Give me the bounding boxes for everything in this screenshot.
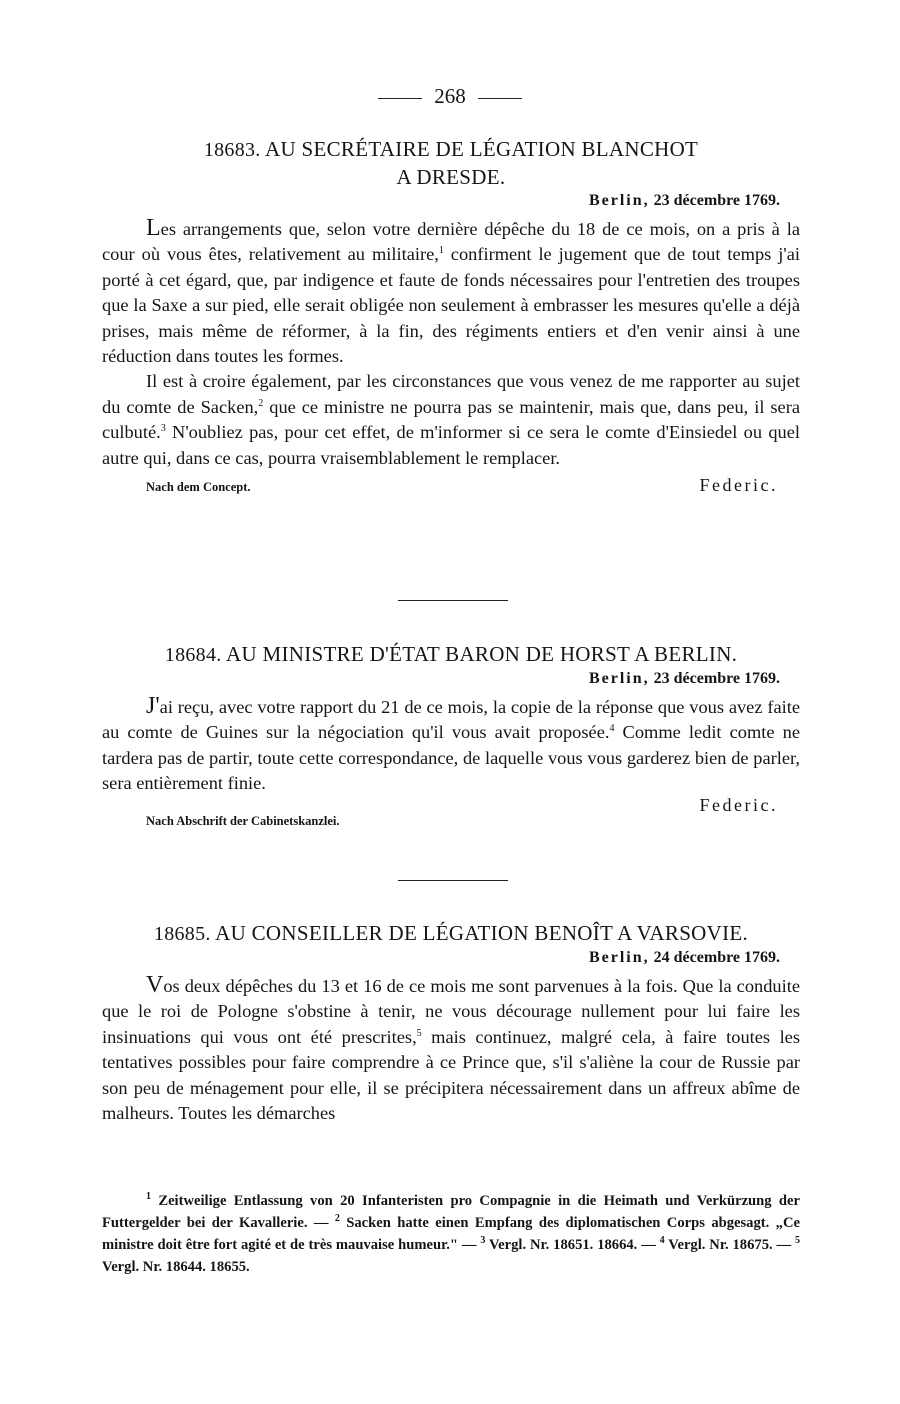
letter-18684	[102, 641, 800, 829]
dateline-city: Berlin,	[588, 670, 650, 687]
paragraph-text: mais continuez, malgré cela, à faire toutes les tentatives possibles pour faire comprendre à ce Prince que, s'il s'aliène la cour de Russie par son peu de ménagement pour elle, il se précipitera nécessairement dans un affreux abîme de malheurs. Toutes les démarches	[102, 1026, 801, 1124]
footnote-text: Sacken hatte einen Empfang des diplomatischen Corps abgesagt. „Ce ministre doit être fort agité et de très mauvaise humeur." —	[102, 1215, 800, 1253]
letter-number: 18684.	[164, 644, 222, 666]
footnote-block	[102, 1190, 800, 1278]
footnote-mark: 2	[334, 1213, 340, 1225]
paragraph-text: N'oubliez pas, pour cet effet, de m'informer si ce sera le comte d'Einsiedel ou quel autre qui, dans ce cas, pourra vraisemblablement le remplacer.	[102, 422, 800, 468]
footnotes	[102, 1190, 800, 1278]
footnote-text: Zeitweilige Entlassung von 20 Infanteristen pro Compagnie in die Heimath und Verkürzung der Futtergelder bei der Kavallerie. —	[102, 1193, 800, 1231]
letter-body	[102, 973, 800, 1126]
paragraph	[102, 973, 800, 1126]
header-rule-right	[478, 98, 522, 99]
footnote-ref: 5	[416, 1027, 422, 1039]
paragraph-text: Il est à croire également, par les circonstances que vous venez de me rapporter au sujet du comte de Sacken,	[102, 371, 800, 417]
letter-recipient: AU SECRÉTAIRE DE LÉGATION BLANCHOT	[265, 137, 699, 161]
running-header	[0, 84, 900, 109]
paragraph-text: confirment le jugement que de tout temps j'ai porté à cet égard, que, par indigence et faute de fonds nécessaires pour l'entretien des troupes que la Saxe a sur pied, elle serait obligée non seulement à embrasser les mesures qu'elle a déjà prises, mais même de réformer, à la fin, des régiments entiers et d'en venir ainsi à une réduction dans toutes les formes.	[102, 244, 800, 367]
letter-18683	[102, 136, 800, 496]
footnote-ref: 4	[609, 723, 615, 735]
letter-body	[102, 216, 800, 471]
letter-closing	[102, 475, 800, 496]
paragraph	[102, 694, 800, 797]
letter-18685	[102, 920, 800, 1126]
footnote-text: Vergl. Nr. 18651. 18664. —	[485, 1237, 660, 1253]
letter-heading	[102, 920, 800, 948]
footnote-mark: 1	[146, 1191, 151, 1203]
paragraph-text: J'ai reçu, avec votre rapport du 21 de ce mois, la copie de la réponse que vous avez faite au comte de Guines sur la négociation qu'il vous avait proposée.	[102, 693, 800, 743]
letter-dateline	[102, 949, 800, 967]
footnote-ref: 3	[160, 423, 166, 435]
header-rule-left	[378, 98, 422, 99]
paragraph-text: Vos deux dépêches du 13 et 16 de ce mois me sont parvenues à la fois. Que la conduite que le roi de Pologne s'obstine à tenir, ne vous décourage nullement pour lui faire les insinuations qui vous ont été prescrites,	[102, 972, 800, 1047]
paragraph-text: Comme ledit comte ne tardera pas de partir, toute cette correspondance, de laquelle vous vous garderez bien de parler, sera entièrement finie.	[102, 722, 800, 794]
letter-number: 18685.	[153, 923, 211, 945]
signature: Federic.	[699, 475, 778, 496]
source-note: Nach dem Concept.	[146, 480, 251, 495]
dateline-date: 23 décembre 1769.	[653, 192, 780, 209]
footnote-mark: 3	[480, 1235, 486, 1247]
footnote-text: Vergl. Nr. 18675. —	[664, 1237, 795, 1253]
page-number: 268	[434, 84, 466, 108]
paragraph-text: Les arrangements que, selon votre dernière dépêche du 18 de ce mois, on a pris à la cour où vous êtes, relativement au militaire,	[102, 215, 800, 265]
source-note: Nach Abschrift der Cabinetskanzlei.	[146, 813, 340, 828]
section-divider	[398, 600, 508, 601]
dateline-date: 23 décembre 1769.	[653, 670, 780, 687]
footnote-text: Vergl. Nr. 18644. 18655.	[102, 1259, 250, 1275]
signature: Federic.	[699, 794, 778, 815]
letter-heading	[102, 641, 800, 669]
section-divider	[398, 880, 508, 881]
letter-dateline	[102, 192, 800, 210]
paragraph	[102, 216, 800, 369]
letter-heading	[102, 136, 800, 191]
dateline-city: Berlin,	[588, 192, 650, 209]
footnote-mark: 4	[659, 1235, 665, 1247]
footnote-ref: 1	[438, 245, 444, 257]
footnote-ref: 2	[258, 397, 264, 409]
dateline-date: 24 décembre 1769.	[653, 949, 780, 966]
letter-recipient: AU MINISTRE D'ÉTAT BARON DE HORST A BERLIN.	[225, 642, 738, 666]
footnote-mark: 5	[795, 1235, 800, 1247]
letter-number: 18683.	[203, 139, 261, 161]
dateline-city: Berlin,	[588, 949, 650, 966]
paragraph	[102, 369, 800, 471]
paragraph-text: que ce ministre ne pourra pas se maintenir, mais que, dans peu, il sera culbuté.	[102, 396, 800, 443]
letter-recipient-place: A DRESDE.	[396, 165, 506, 189]
letter-recipient: AU CONSEILLER DE LÉGATION BENOÎT A VARSOVIE.	[215, 921, 749, 945]
letter-body	[102, 694, 800, 797]
letter-dateline	[102, 670, 800, 688]
